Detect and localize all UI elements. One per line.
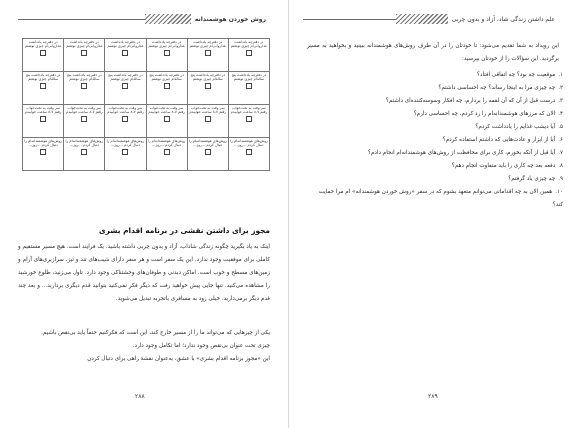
table-cell [64, 39, 105, 72]
right-running-head [303, 13, 559, 25]
cell-label: روش‌های هوشمندانه‌ام را دنبال کردم ...روز... [106, 139, 145, 148]
checkbox[interactable] [40, 83, 46, 89]
cell-label: سر وقت به تخت‌خواب رفتم ۷-۸ ساعت خوابیدم [189, 106, 227, 115]
header-rule [18, 19, 145, 20]
question-text: چه چیزی مرا به اینجا رساند؟ چه احساسی داشتم؟ [438, 85, 556, 91]
question-text: چه چیزی یاد گرفتم؟ [508, 176, 556, 182]
checkbox[interactable] [246, 149, 252, 155]
table-cell [105, 105, 146, 138]
question-number: ۹. [558, 176, 563, 182]
checkbox[interactable] [81, 50, 87, 56]
hatch-ornament [145, 14, 191, 24]
question-text: آیا دیشب غذایم را یادداشت کردم؟ [475, 124, 556, 130]
cell-label: در دفترچه یادداشت غذاروانی‌ام چیزی نوشتم [25, 40, 62, 49]
cell-label: سر وقت به تخت‌خواب رفتم ۷-۸ ساعت خوابیدم [24, 106, 62, 115]
question-number: ۶. [558, 137, 563, 143]
table-cell [187, 72, 228, 105]
question-number: ۳. [558, 98, 563, 104]
cell-label: روش‌های هوشمندانه‌ام را دنبال کردم ...روز... [24, 139, 62, 148]
paragraph-2-line: یکی از چیزهایی که می‌تواند ما را از مسیر خارج کند، این است که فکرکنیم حتماً باید بی‌نقص باشیم. [41, 330, 270, 336]
checkbox[interactable] [164, 83, 170, 89]
list-item [307, 160, 563, 173]
cell-label: در دفترچه یادداشت پنج سالهٔ‌ام چیزی نوشتم [108, 73, 143, 82]
question-text: دفعه بعد چه کاری را باید متفاوت انجام دهم؟ [451, 163, 556, 169]
checkbox[interactable] [40, 50, 46, 56]
question-number: ۱. [558, 72, 563, 78]
table-cell [146, 138, 187, 171]
habit-tracker-table [22, 38, 270, 171]
question-text: الان که مرزهای هوشمندانه‌ام را رد کردم، چه احساسی دارم؟ [413, 111, 556, 117]
table-row [23, 39, 270, 72]
question-number: ۴. [558, 111, 563, 117]
list-item [307, 108, 563, 121]
checkbox[interactable] [246, 116, 252, 122]
cell-label: در دفترچه یادداشت غذاروانی‌ام چیزی نوشتم [107, 40, 144, 49]
cell-label: روش‌های هوشمندانه‌ام را دنبال کردم ...روز... [188, 139, 227, 148]
table-cell [105, 138, 146, 171]
cell-label: در دفترچه یادداشت پنج سالهٔ‌ام چیزی نوشتم [67, 73, 102, 82]
left-running-head [18, 13, 270, 25]
paragraph-2 [18, 327, 270, 366]
question-number: ۷. [558, 150, 563, 156]
checkbox[interactable] [205, 116, 211, 122]
cell-label: روش‌های هوشمندانه‌ام را دنبال کردم ...روز... [65, 139, 104, 148]
checkbox[interactable] [81, 116, 87, 122]
checkbox[interactable] [81, 149, 87, 155]
cell-label: در دفترچه یادداشت غذاروانی‌ام چیزی نوشتم [230, 40, 268, 49]
table-cell [23, 39, 64, 72]
question-text: همین الان به چه اقداماتی می‌توانم متعهد بشوم که در سفر «روش خوردن هوشمندانه» ام مرا حمایت کند؟ [318, 189, 563, 208]
questions-list [307, 69, 563, 212]
table-cell [228, 72, 269, 105]
section-title: مجوز برای داشتن نقشی در برنامه اقدام بشری [98, 226, 270, 235]
checkbox[interactable] [81, 83, 87, 89]
right-page-number: ۲۸۹ [428, 393, 438, 400]
cell-label: سر وقت به تخت‌خواب رفتم ۷-۸ ساعت خوابیدم [107, 106, 144, 115]
cell-label: در دفترچه یادداشت غذاروانی‌ام چیزی نوشتم [148, 40, 185, 49]
cell-label: روش‌های هوشمندانه‌ام را دنبال کردم ...روز... [230, 139, 268, 148]
header-rule [303, 19, 396, 20]
cell-label: سر وقت به تخت‌خواب رفتم ۷-۸ ساعت خوابیدم [230, 106, 268, 115]
list-item [307, 147, 563, 160]
table-cell [64, 72, 105, 105]
checkbox[interactable] [246, 50, 252, 56]
checkbox[interactable] [122, 149, 128, 155]
question-number: ۱۰. [555, 189, 563, 195]
table-cell [146, 105, 187, 138]
table-cell [146, 39, 187, 72]
cell-label: در دفترچه یادداشت پنج سالهٔ‌ام چیزی نوشتم [190, 73, 226, 82]
cell-label: در دفترچه یادداشت غذاروانی‌ام چیزی نوشتم [189, 40, 226, 49]
table-cell [105, 39, 146, 72]
question-text: درست قبل از آن که آن لقمه را بردارم، چه افکار وسوسه‌کننده‌ای داشتم؟ [385, 98, 556, 104]
table-cell [23, 72, 64, 105]
question-number: ۸. [558, 163, 563, 169]
question-text: آیا از ابزار و عادت‌هایی که داشتم استفاده کردم؟ [442, 137, 556, 143]
checkbox[interactable] [122, 83, 128, 89]
question-text: آیا قبل از آنکه بخورم، کاری برای محافظت از روش‌های هوشمندانه‌ام انجام دادم؟ [367, 150, 556, 156]
paragraph-1: اینک به یاد بگیرید چگونه زندگی شاداب، آزاد و بدون چربی داشته باشید. یک فرایند است. هیچ مسیر مستقیم و کاملی برای موفقیت وجود ندارد. این یک سفر است و هر سفر دارای شیب‌های تند و تیز، سرازیری‌های آرام و زمین‌های مسطح و خوب است. اماکن دیدنی و طوفان‌های وحشتناکی وجود دارد. تاول می‌زنید، طلوع خورشید را مشاهده می‌کنید. تنها جایی پیش خواهید رفت که دیگر فکر نمی‌کنید بتوانید قدم دیگری بردارید... و بعد چند قدم دیگر برمی‌دارید. خیلی زود به مسافری باتجربه تبدیل می‌شوید. [18, 244, 270, 302]
cell-label: در دفترچه یادداشت پنج سالهٔ‌ام چیزی نوشتم [25, 73, 61, 82]
question-number: ۵. [558, 124, 563, 130]
paragraph-2-line: این «مجوز برنامه اقدام بشری» با عشق، به‌عنوان نقشهٔ راهی برای دنبال کردن [87, 356, 270, 362]
checkbox[interactable] [164, 116, 170, 122]
table-cell [228, 105, 269, 138]
table-cell [23, 138, 64, 171]
table-cell [187, 105, 228, 138]
checkbox[interactable] [246, 83, 252, 89]
checkbox[interactable] [205, 83, 211, 89]
table-cell [105, 72, 146, 105]
table-cell [228, 138, 269, 171]
right-page [289, 0, 577, 428]
left-running-head-title: روش خوردن هوشمندانه [194, 15, 266, 23]
list-item [307, 134, 563, 147]
list-item [307, 121, 563, 134]
hatch-ornament [396, 14, 448, 24]
checkbox[interactable] [122, 50, 128, 56]
cell-label: سر وقت به تخت‌خواب رفتم ۷-۸ ساعت خوابیدم [66, 106, 103, 115]
intro-paragraph: این رویداد به شما تقدیم می‌شود: تا خودتان را در آن طرف روش‌های هوشمندانه ببینید و بخواهید به مسیر برگردید. این سؤالات را از خودتان بپرسید: [307, 43, 559, 62]
checkbox[interactable] [205, 50, 211, 56]
checkbox[interactable] [122, 116, 128, 122]
checkbox[interactable] [40, 149, 46, 155]
table-cell [187, 39, 228, 72]
cell-label: در دفترچه یادداشت پنج سالهٔ‌ام چیزی نوشتم [149, 73, 184, 82]
table-cell [228, 39, 269, 72]
list-item [307, 186, 563, 212]
cell-label: روش‌های هوشمندانه‌ام را دنبال کردم ...روز... [147, 139, 186, 148]
question-text: موقعیت چه بود؟ چه اتفاقی افتاد؟ [476, 72, 556, 78]
question-number: ۲. [558, 85, 563, 91]
list-item [307, 95, 563, 108]
checkbox[interactable] [164, 50, 170, 56]
checkbox[interactable] [205, 149, 211, 155]
table-row [23, 72, 270, 105]
table-cell [64, 138, 105, 171]
table-cell [187, 138, 228, 171]
table-cell [64, 105, 105, 138]
list-item [307, 173, 563, 186]
left-page-number: ۲۸۸ [135, 393, 145, 400]
left-page [0, 0, 288, 428]
right-running-head-title: علم داشتن زندگی شاد، آزاد و بدون چربی [451, 15, 555, 23]
cell-label: سر وقت به تخت‌خواب رفتم ۷-۸ ساعت خوابیدم [148, 106, 185, 115]
cell-label: در دفترچه یادداشت غذاروانی‌ام چیزی نوشتم [66, 40, 103, 49]
list-item [307, 82, 563, 95]
table-row [23, 138, 270, 171]
list-item [307, 69, 563, 82]
checkbox[interactable] [40, 116, 46, 122]
paragraph-2-line: چیزی تحت عنوان بی‌نقص وجود ندارد؛ اما تکامل وجود دارد. [132, 343, 270, 349]
table-cell [23, 105, 64, 138]
table-cell [146, 72, 187, 105]
table-row [23, 105, 270, 138]
cell-label: در دفترچه یادداشت پنج سالهٔ‌ام چیزی نوشتم [231, 73, 267, 82]
checkbox[interactable] [164, 149, 170, 155]
